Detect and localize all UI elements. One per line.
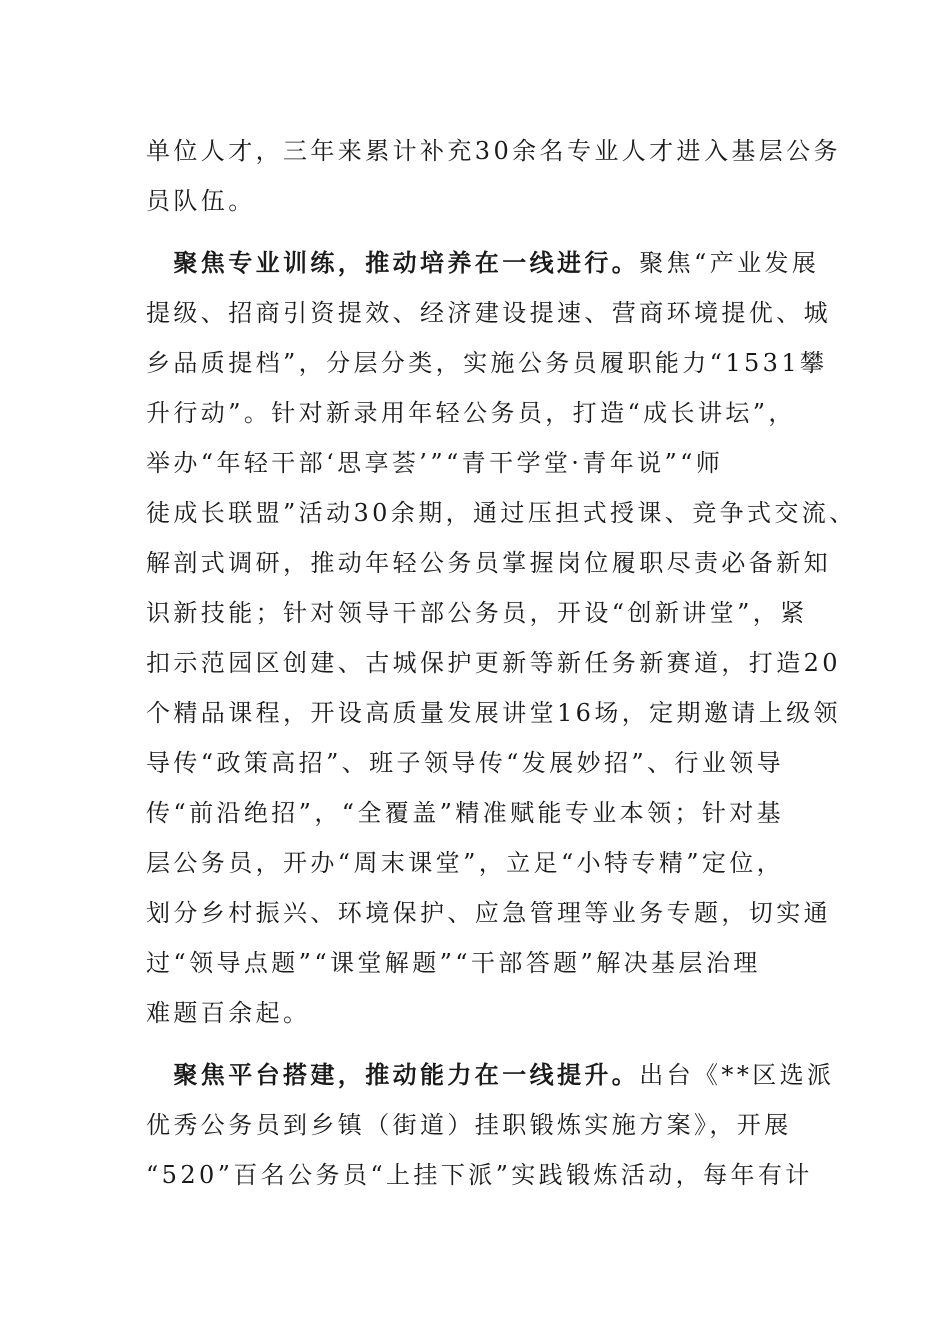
paragraph-2-line-15: 过“领导点题”“课堂解题”“干部答题”解决基层治理 [146,949,761,977]
paragraph-2-line-11: 导传“政策高招”、班子领导传“发展妙招”、行业领导 [146,749,785,777]
paragraph-2-line-7: 解剖式调研，推动年轻公务员掌握岗位履职尽责必备新知 [146,549,831,577]
paragraph-2-line-1-rest: 聚焦“产业发展 [639,249,820,277]
paragraph-2 [146,238,857,1038]
paragraph-2-line-2: 提级、招商引资提效、经济建设提速、营商环境提优、城 [146,299,831,327]
paragraph-3-line-2: 优秀公务员到乡镇（街道）挂职锻炼实施方案》，开展 [146,1111,792,1139]
paragraph-2-line-8: 识新技能；针对领导干部公务员，开设“创新讲堂”，紧 [146,599,808,627]
paragraph-2-line-16: 难题百余起。 [146,999,311,1027]
paragraph-2-line-14: 划分乡村振兴、环境保护、应急管理等业务专题，切实通 [146,899,831,927]
paragraph-1 [146,126,841,226]
paragraph-2-line-13: 层公务员，开办“周末课堂”，立足“小特专精”定位， [146,849,785,877]
paragraph-2-line-3: 乡品质提档”，分层分类，实施公务员履职能力“1531攀 [146,349,828,377]
paragraph-2-line-5: 举办“年轻干部‘思享荟’”“青干学堂·青年说”“师 [146,449,724,477]
paragraph-2-line-6: 徒成长联盟”活动30余期，通过压担式授课、竞争式交流、 [146,499,857,527]
paragraph-3-line-1-rest: 出台《**区选派 [639,1061,835,1089]
paragraph-2-line-10: 个精品课程，开设高质量发展讲堂16场，定期邀请上级领 [146,699,841,727]
document-body [146,126,857,1200]
paragraph-3-line-1 [146,1050,835,1100]
paragraph-1-line-1: 单位人才，三年来累计补充30余名专业人才进入基层公务 [146,137,841,165]
paragraph-3 [146,1050,835,1200]
paragraph-2-line-1 [146,238,826,288]
paragraph-3-line-3: “520”百名公务员“上挂下派”实践锻炼活动，每年有计 [146,1161,813,1189]
paragraph-1-line-2: 员队伍。 [146,187,256,215]
paragraph-2-heading: 聚焦专业训练，推动培养在一线进行。 [173,248,640,277]
paragraph-3-heading: 聚焦平台搭建，推动能力在一线提升。 [173,1060,640,1089]
paragraph-2-line-9: 扣示范园区创建、古城保护更新等新任务新赛道，打造20 [146,649,841,677]
paragraph-2-line-4: 升行动”。针对新录用年轻公务员，打造“成长讲坛”， [146,399,796,427]
paragraph-2-line-12: 传“前沿绝招”，“全覆盖”精准赋能专业本领；针对基 [146,799,785,827]
